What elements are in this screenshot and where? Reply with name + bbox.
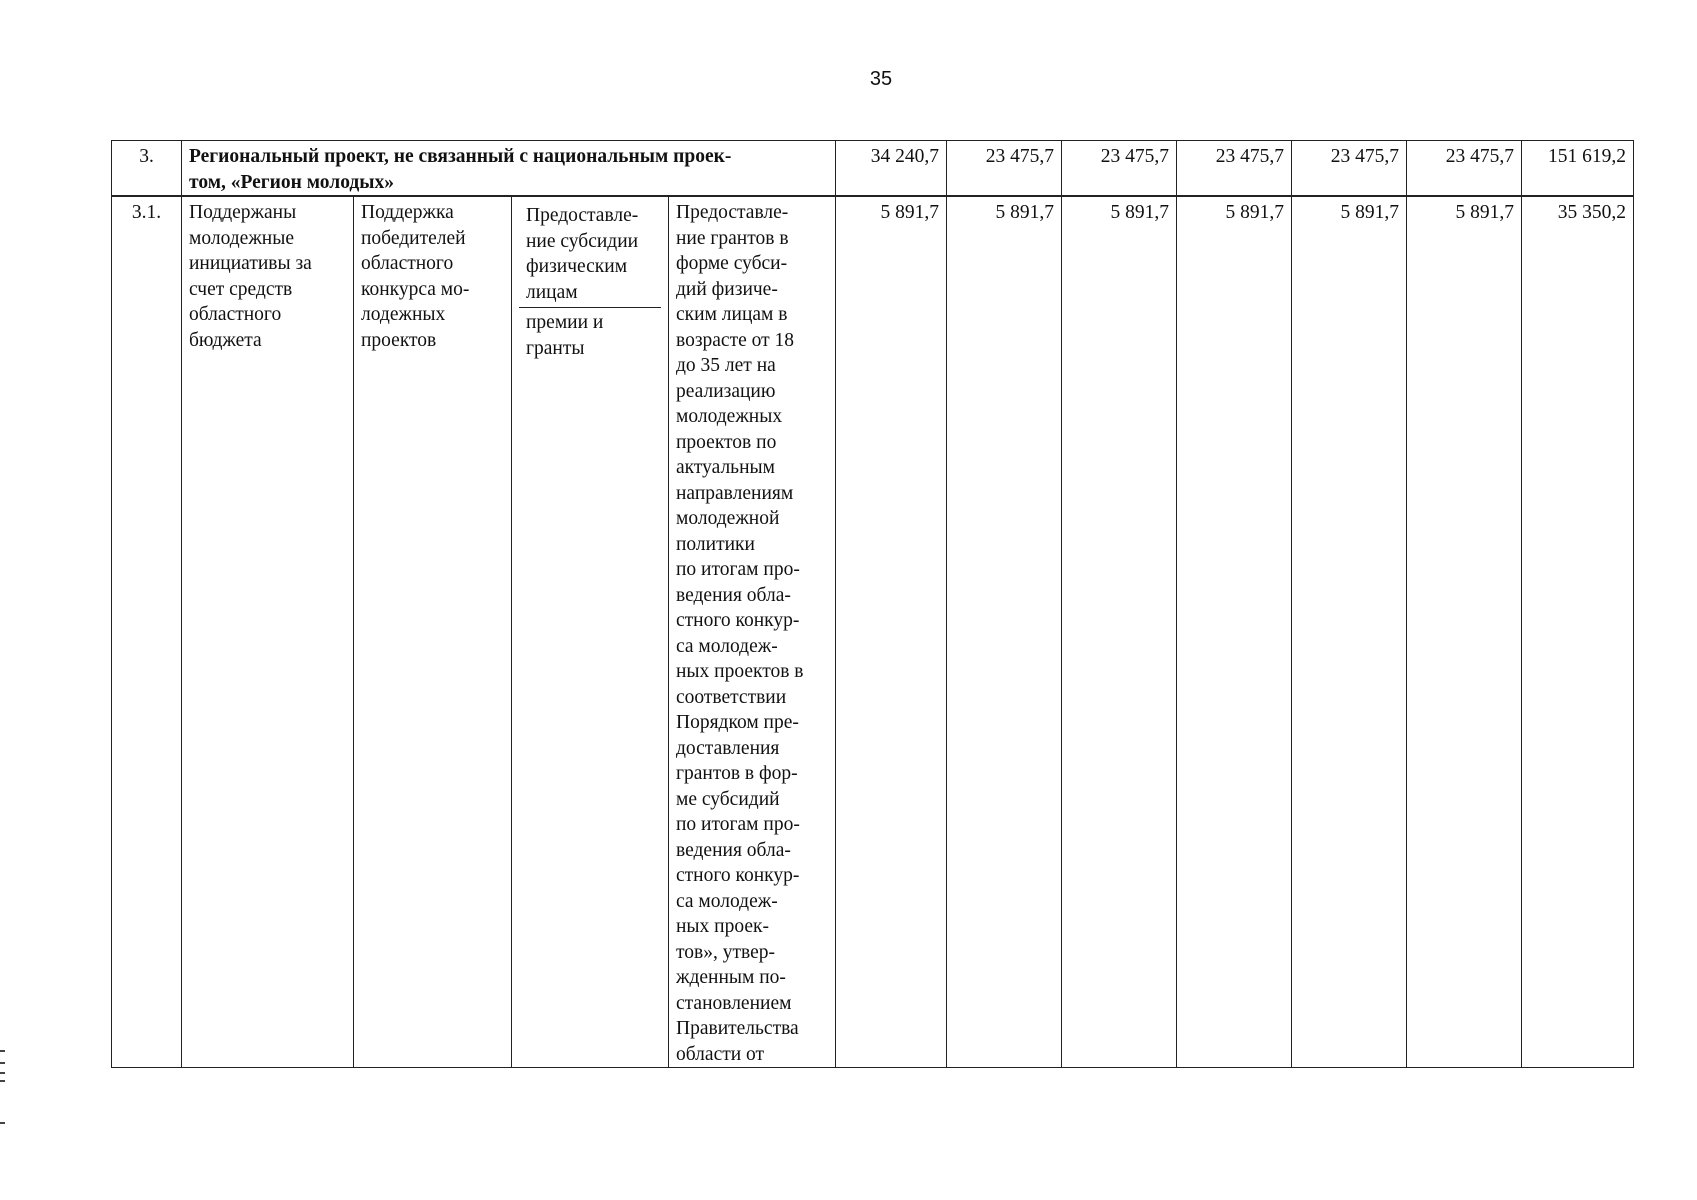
table-row <box>112 141 1634 197</box>
description-cell: Предоставле- ние грантов в форме субси- дий физиче- ским лицам в возрасте от 18 до 35 лет на реализацию молодежных проектов по актуальным направлениям молодежной политики по итогам про- ведения обла- стного конкур- са молодеж- ных проектов в соответствии Порядком пре- доставления грантов в фор- ме субсидий по итогам про- ведения обла- стного конкур- са молодеж- ных проек- тов», утвер- жденным по- становлением Правительства области от <box>669 196 836 1068</box>
amount-cell: 5 891,7 <box>1407 196 1522 1068</box>
amount-cell: 23 475,7 <box>1292 141 1407 197</box>
project-title: Региональный проект, не связанный с национальным проек- том, «Регион молодых» <box>182 141 836 197</box>
type-grants: премии и гранты <box>526 312 604 359</box>
amount-cell: 23 475,7 <box>947 141 1062 197</box>
amount-cell: 5 891,7 <box>836 196 947 1068</box>
amount-cell: 23 475,7 <box>1407 141 1522 197</box>
budget-table <box>111 140 1634 1068</box>
type-subsidy: Предоставле- ние субсидии физическим лицам <box>519 200 661 308</box>
event-cell: Поддержка победителей областного конкурса мо- лодежных проектов <box>354 196 512 1068</box>
amount-cell: 34 240,7 <box>836 141 947 197</box>
amount-cell: 23 475,7 <box>1062 141 1177 197</box>
scan-edge-marks <box>0 1050 6 1130</box>
type-cell <box>512 196 669 1068</box>
result-cell: Поддержаны молодежные инициативы за счет средств областного бюджета <box>182 196 354 1068</box>
total-cell: 151 619,2 <box>1522 141 1634 197</box>
amount-cell: 23 475,7 <box>1177 141 1292 197</box>
page-number: 35 <box>869 68 893 90</box>
amount-cell: 5 891,7 <box>947 196 1062 1068</box>
row-index: 3.1. <box>112 196 182 1068</box>
amount-cell: 5 891,7 <box>1062 196 1177 1068</box>
total-cell: 35 350,2 <box>1522 196 1634 1068</box>
row-index: 3. <box>112 141 182 197</box>
table-row <box>112 196 1634 1068</box>
amount-cell: 5 891,7 <box>1292 196 1407 1068</box>
amount-cell: 5 891,7 <box>1177 196 1292 1068</box>
